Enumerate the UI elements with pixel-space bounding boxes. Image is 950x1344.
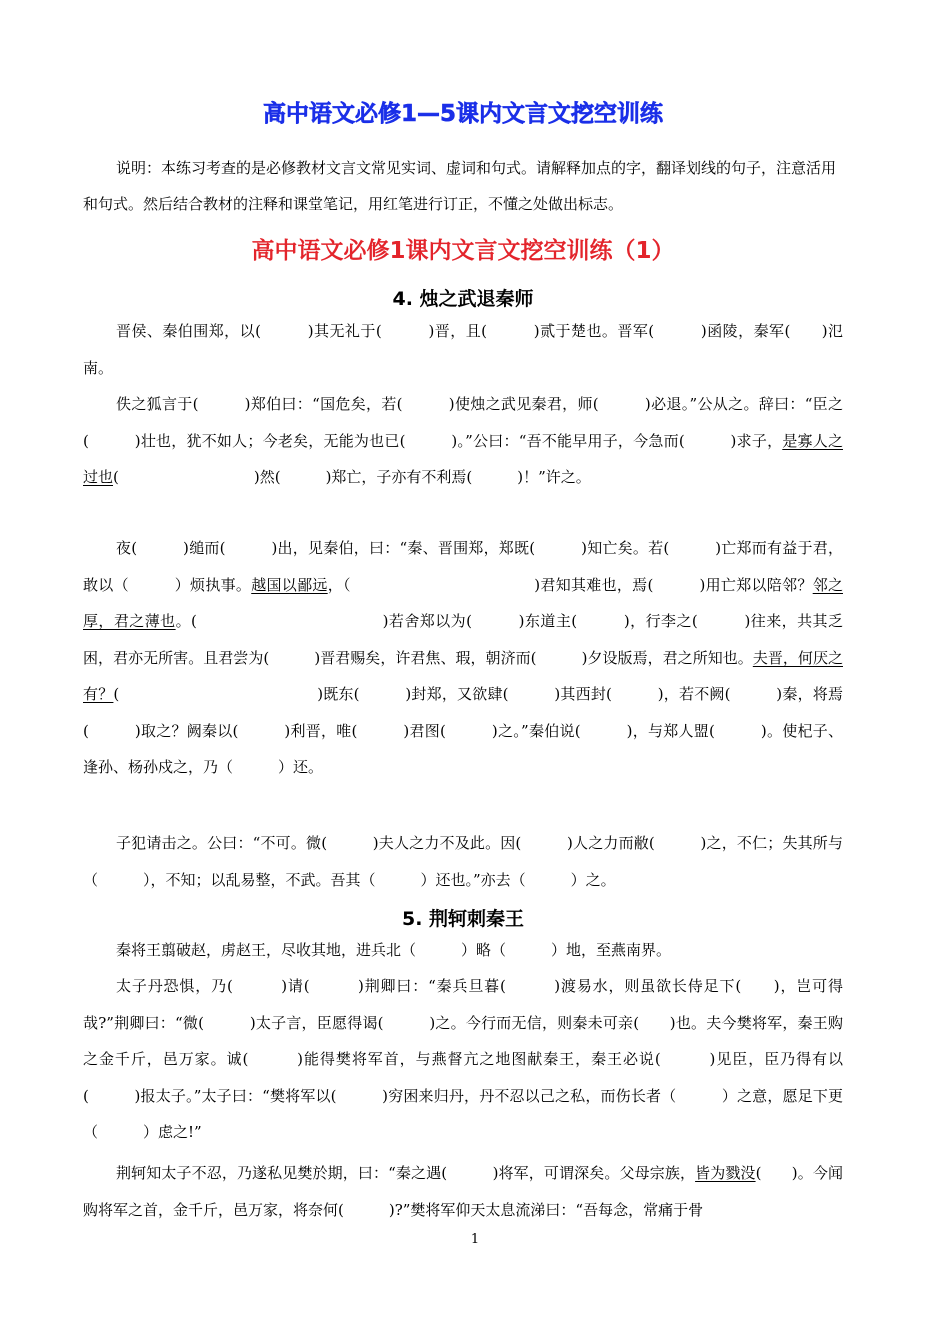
text-segment: ，（ )君知其难也，焉( )用亡郑以陪邻？: [327, 575, 813, 594]
text-segment: ( )既东( )封郑，又欲肆( )其西封( )，若不阙( )秦，将焉( )取之？阙秦以( )利晋，唯( )君图( )之。”秦伯说( )，与郑人盟( )。使杞子、逢孙、杨孙戍之，乃（ ）还。: [83, 685, 843, 776]
main-title: 高中语文必修1—5课内文言文挖空训练: [262, 101, 663, 127]
lesson4-paragraph-2: [83, 386, 843, 496]
text-segment: 。( )若舍郑以为( )东道主( )，行李之( )往来，共其乏困，君亦无所害。且君尝为( )晋君赐矣，许君焦、瑕，朝济而( )夕设版焉，君之所知也。: [83, 612, 843, 667]
text-segment: 夜( )缒而( )出，见秦伯，曰：“秦、晋围郑，郑既( )知亡矣。若( )亡郑而有益于君，敢以（ ）烦执事。: [83, 539, 843, 594]
page-number: 1: [470, 1232, 480, 1247]
text-segment: ( )然( )郑亡，子亦有不利焉( )！”许之。: [113, 468, 591, 486]
underlined-sentence: 是寡人之过也: [83, 431, 843, 486]
lesson5-heading: 5. 荆轲刺秦王: [401, 908, 525, 930]
intro-paragraph: 说明：本练习考查的是必修教材文言文常见实词、虚词和句式。请解释加点的字，翻译划线的句子，注意活用和句式。然后结合教材的注释和课堂笔记，用红笔进行订正，不懂之处做出标志。: [83, 159, 837, 213]
text-segment: 佚之狐言于( )郑伯曰：“国危矣，若( )使烛之武见秦君，师( )必退。”公从之。辞曰：“臣之( )壮也，犹不如人；今老矣，无能为也已( )。”公曰：“吾不能早用子，今急而( )求子，: [83, 395, 843, 450]
lesson5-paragraph-2: 太子丹恐惧，乃( )请( )荆卿曰：“秦兵旦暮( )渡易水，则虽欲长侍足下( )，岂可得哉?”荆卿曰：“微( )太子言，臣愿得谒( )之。今行而无信，则秦未可亲( )也。夫今樊将军，秦王购之金千斤，邑万家。诚( )能得樊将军首，与燕督亢之地图献秦王，秦王必说( )见臣，臣乃得有以( )报太子。”太子曰：“樊将军以( )穷困来归丹，丹不忍以己之私，而伤长者（ ）之意，愿足下更（ ）虑之!”: [83, 977, 843, 1141]
lesson4-paragraph-4: 子犯请击之。公曰：“不可。微( )夫人之力不及此。因( )人之力而敝( )之，不仁；失其所与（ ），不知；以乱易整，不武。吾其（ ）还也。”亦去（ ）之。: [83, 834, 843, 889]
lesson5-paragraph-3: [83, 1155, 843, 1228]
underlined-sentence: 越国以鄙远: [251, 575, 328, 594]
subtitle: 高中语文必修1课内文言文挖空训练（1）: [251, 238, 675, 264]
underlined-sentence: 邻之厚，君之薄也: [83, 575, 843, 630]
lesson4-paragraph-3: [83, 530, 843, 786]
underlined-sentence: 皆为戮没: [695, 1164, 756, 1182]
lesson4-heading: 4. 烛之武退秦师: [392, 288, 534, 310]
lesson4-paragraph-1: 晋侯、秦伯围郑，以( )其无礼于( )晋，且( )贰于楚也。晋军( )函陵，秦军( )氾南。: [83, 322, 843, 377]
text-segment: 荆轲知太子不忍，乃遂私见樊於期，曰：“秦之遇( )将军，可谓深矣。父母宗族，: [116, 1164, 696, 1182]
lesson5-paragraph-1: 秦将王翦破赵，虏赵王，尽收其地，进兵北（ ）略（ ）地，至燕南界。: [116, 941, 672, 959]
underlined-sentence: 夫晋，何厌之有？: [83, 648, 843, 703]
text-segment: ( )。今闻购将军之首，金千斤，邑万家，将奈何( )?”樊将军仰天太息流涕曰：“吾每念，常痛于骨: [83, 1164, 843, 1219]
